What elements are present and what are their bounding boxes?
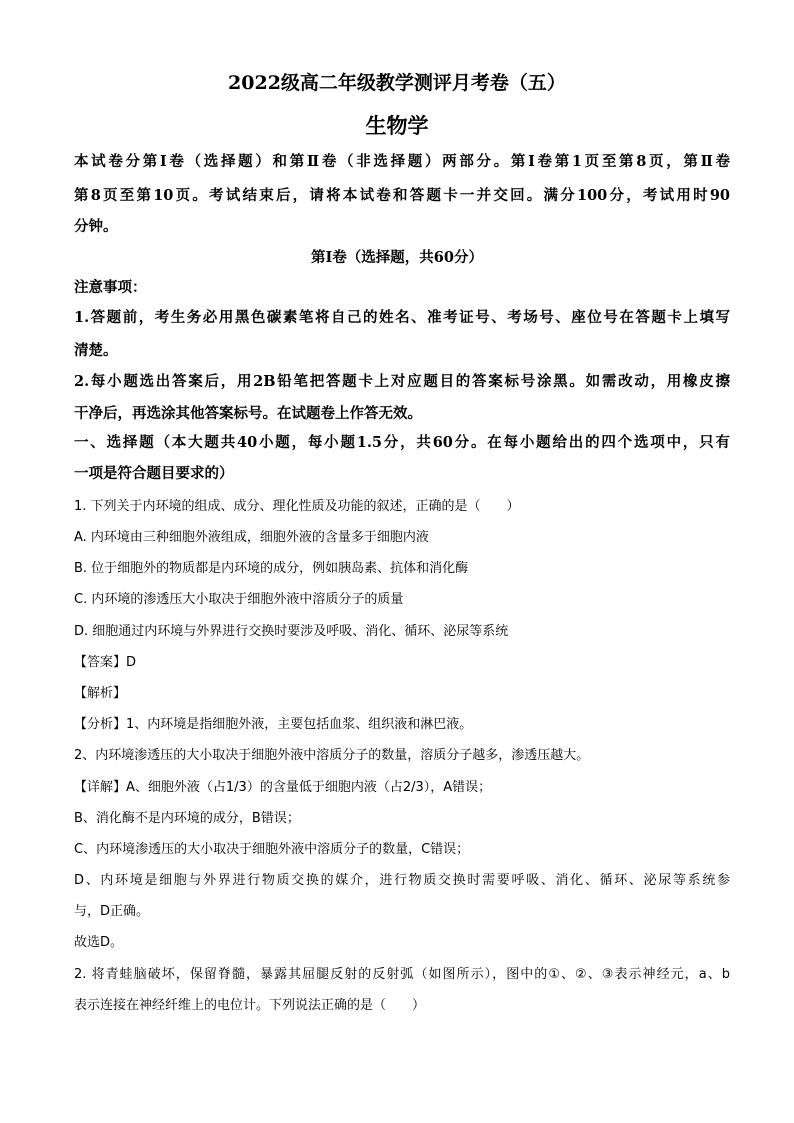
question-1-option-a: A. 内环境由三种细胞外液组成，细胞外液的含量多于细胞内液: [74, 530, 429, 545]
notes-heading: 注意事项：: [74, 279, 147, 296]
part-1-line-1: 一、选择题（本大题共40小题，每小题1.5分，共60分。在每小题给出的四个选项中，只有: [74, 434, 730, 451]
question-1-option-c: C. 内环境的渗透压大小取决于细胞外液中溶质分子的质量: [74, 592, 404, 607]
question-1-option-b: B. 位于细胞外的物质都是内环境的成分，例如胰岛素、抗体和消化酶: [74, 561, 469, 576]
analysis-line: 2、内环境渗透压的大小取决于细胞外液中溶质分子的数量，溶质分子越多，渗透压越大。: [74, 748, 590, 763]
part-1-line-2: 一项是符合题目要求的）: [74, 465, 234, 482]
analysis-line: D、内环境是细胞与外界进行物质交换的媒介，进行物质交换时需要呼吸、消化、循环、泌尿等系统参: [74, 873, 730, 888]
analysis-line: 【详解】A、细胞外液（占1/3）的含量低于细胞内液（占2/3），A错误；: [74, 780, 492, 795]
question-1-analysis-heading: 【解析】: [74, 686, 127, 701]
intro-line-3: 分钟。: [74, 218, 118, 235]
note-1-line-2: 清楚。: [74, 342, 118, 359]
question-2-stem-line-1: 2. 将青蛙脑破坏，保留脊髓，暴露其屈腿反射的反射弧（如图所示），图中的①、②、③表示神经元，a、b: [74, 967, 730, 982]
question-1-option-d: D. 细胞通过内环境与外界进行交换时要涉及呼吸、消化、循环、泌尿等系统: [74, 624, 509, 639]
analysis-line: 与，D正确。: [74, 904, 150, 919]
intro-line-2: 第8页至第10页。考试结束后，请将本试卷和答题卡一并交回。满分100分，考试用时90: [74, 187, 730, 204]
analysis-line: 故选D。: [74, 935, 124, 950]
note-2-line-1: 2.每小题选出答案后，用2B铅笔把答题卡上对应题目的答案标号涂黑。如需改动，用橡皮擦: [74, 373, 730, 390]
note-2-line-2: 干净后，再选涂其他答案标号。在试题卷上作答无效。: [74, 405, 422, 422]
exam-title: 2022级高二年级教学测评月考卷（五）: [228, 72, 566, 94]
analysis-line: 【分析】1、内环境是指细胞外液，主要包括血浆、组织液和淋巴液。: [74, 717, 473, 732]
note-1-line-1: 1.答题前，考生务必用黑色碳素笔将自己的姓名、准考证号、考场号、座位号在答题卡上填写: [74, 309, 730, 326]
intro-line-1: 本试卷分第Ⅰ卷（选择题）和第Ⅱ卷（非选择题）两部分。第Ⅰ卷第1页至第8页，第Ⅱ卷: [74, 153, 730, 170]
question-1-stem: 1. 下列关于内环境的组成、成分、理化性质及功能的叙述，正确的是（ ）: [74, 499, 520, 514]
question-2-stem-line-2: 表示连接在神经纤维上的电位计。下列说法正确的是（ ）: [74, 998, 426, 1013]
subject-title: 生物学: [365, 113, 429, 138]
section-title: 第Ⅰ卷（选择题，共60分）: [311, 249, 483, 266]
analysis-line: C、内环境渗透压的大小取决于细胞外液中溶质分子的数量，C错误；: [74, 842, 470, 857]
analysis-line: B、消化酶不是内环境的成分，B错误；: [74, 811, 300, 826]
question-1-answer: 【答案】D: [74, 655, 137, 670]
